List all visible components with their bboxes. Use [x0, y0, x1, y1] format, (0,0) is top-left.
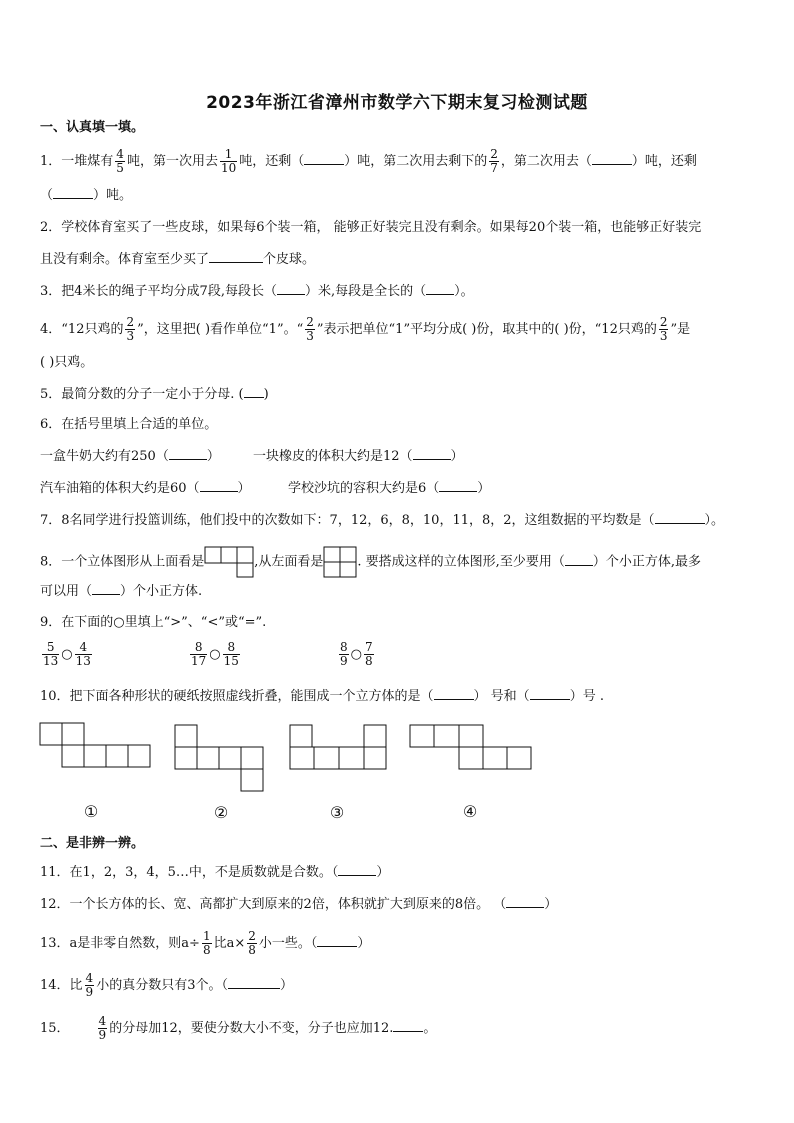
cube-net-4: [410, 725, 531, 769]
cube-net-2: [175, 725, 263, 791]
fraction: $\frac{2}{3}$: [306, 315, 314, 343]
question-4: 4．“12只鸡的 $\frac{2}{3}$ ”，这里把( )看作单位“1”。“ $\frac{2}{3}$ ”表示把单位“1”平均分成( )份，取其中的( )份，“12只鸡的 $\frac{2}{3}$ ”是: [40, 315, 691, 343]
answer-blank[interactable]: [393, 1019, 423, 1032]
answer-blank[interactable]: [439, 479, 477, 492]
cube-net-1: [40, 723, 150, 767]
fraction: $\frac{4}{9}$: [98, 1014, 107, 1042]
answer-blank[interactable]: [592, 152, 632, 165]
question-8-cont: 可以用（ ）个小正方体.: [40, 584, 203, 599]
cube-net-3: [290, 725, 386, 769]
fraction: $\frac{2}{3}$: [126, 315, 135, 343]
compare-circle[interactable]: ○: [350, 647, 362, 662]
fraction: $\frac{1}{10}$: [220, 147, 237, 175]
section-1-heading: 一、认真填一填。: [40, 120, 145, 135]
question-6: 6．在括号里填上合适的单位。: [40, 417, 218, 432]
answer-blank[interactable]: [565, 553, 593, 566]
answer-blank[interactable]: [304, 152, 344, 165]
compare-circle[interactable]: ○: [61, 647, 73, 662]
comparison-2: $\frac{8}{17}$ ○ $\frac{8}{15}$: [191, 640, 239, 668]
comparison-1: $\frac{5}{13}$ ○ $\frac{4}{13}$: [43, 640, 91, 668]
answer-blank[interactable]: [338, 863, 376, 876]
net-label-4: ④: [462, 802, 478, 821]
question-6-row2-right: 学校沙坑的容积大约是6（ ）: [288, 481, 491, 496]
fraction: $\frac{2}{3}$: [659, 315, 668, 343]
question-1-cont: （ ）吨。: [40, 188, 133, 203]
question-6-row2-left: 汽车油箱的体积大约是60（ ）: [40, 481, 251, 496]
question-7: 7．8名同学进行投篮训练，他们投中的次数如下：7，12，6，8，10，11，8，2，这组数据的平均数是（ ）。: [40, 513, 725, 528]
comparison-3: $\frac{8}{9}$ ○ $\frac{7}{8}$: [340, 640, 373, 668]
question-12: 12．一个长方体的长、宽、高都扩大到原来的2倍，体积就扩大到原来的8倍。 （ ）: [40, 897, 558, 912]
question-2-cont: 且没有剩余。体育室至少买了 个皮球。: [40, 252, 316, 267]
compare-circle[interactable]: ○: [209, 647, 221, 662]
fraction: $\frac{1}{8}$: [202, 929, 211, 957]
answer-blank[interactable]: [434, 687, 474, 700]
question-9: 9．在下面的○里填上“>”、“<”或“=”.: [40, 615, 267, 630]
answer-blank[interactable]: [530, 687, 570, 700]
question-6-row1-right: 一块橡皮的体积大约是12（ ）: [253, 449, 464, 464]
answer-blank[interactable]: [200, 479, 238, 492]
answer-blank[interactable]: [209, 250, 263, 263]
answer-blank[interactable]: [92, 582, 120, 595]
answer-blank[interactable]: [53, 186, 93, 199]
net-label-1: ①: [83, 802, 99, 821]
question-6-row1-left: 一盒牛奶大约有250（ ）: [40, 449, 220, 464]
cube-nets-figure: [30, 718, 550, 798]
net-label-2: ②: [213, 803, 229, 822]
question-1: 1．一堆煤有 $\frac{4}{5}$ 吨，第一次用去 $\frac{1}{10}$ 吨，还剩（ ）吨，第二次用去剩下的 $\frac{2}{7}$ ，第二次用去（ ）吨，还剩: [40, 147, 697, 175]
answer-blank[interactable]: [317, 934, 357, 947]
question-4-cont: ( )只鸡。: [40, 355, 94, 370]
left-view-figure: [323, 546, 357, 578]
fraction: $\frac{2}{8}$: [248, 929, 256, 957]
answer-blank[interactable]: [506, 895, 544, 908]
answer-blank[interactable]: [228, 976, 280, 989]
answer-blank[interactable]: [244, 385, 264, 398]
top-view-figure: [204, 546, 254, 578]
section-2-heading: 二、是非辨一辨。: [40, 836, 145, 851]
answer-blank[interactable]: [426, 282, 454, 295]
question-8: 8．一个立体图形从上面看是 ,从左面看是 . 要搭成这样的立体图形,至少要用（ ）个小正方体,最多: [40, 546, 701, 578]
question-13: 13．a是非零自然数，则a÷ $\frac{1}{8}$ 比a× $\frac{2}{8}$ 小一些。（ ）: [40, 929, 371, 957]
question-3: 3．把4米长的绳子平均分成7段,每段长（ ）米,每段是全长的（ ）。: [40, 284, 474, 299]
question-10: 10．把下面各种形状的硬纸按照虚线折叠，能围成一个立方体的是（ ） 号和（ ）号 .: [40, 689, 604, 704]
net-label-3: ③: [329, 803, 345, 822]
answer-blank[interactable]: [413, 447, 451, 460]
question-5: 5．最简分数的分子一定小于分母. ( ): [40, 387, 269, 402]
answer-blank[interactable]: [169, 447, 207, 460]
page-title: 2023年浙江省漳州市数学六下期末复习检测试题: [206, 93, 588, 113]
question-2: 2．学校体育室买了一些皮球，如果每6个装一箱， 能够正好装完且没有剩余。如果每20个装一箱，也能够正好装完: [40, 220, 702, 235]
answer-blank[interactable]: [277, 282, 305, 295]
answer-blank[interactable]: [655, 511, 705, 524]
fraction: $\frac{4}{9}$: [85, 971, 94, 999]
fraction: $\frac{2}{7}$: [490, 147, 498, 175]
question-15: 15． $\frac{4}{9}$ 的分母加12，要使分数大小不变，分子也应加12. 。: [40, 1014, 437, 1042]
fraction: $\frac{4}{5}$: [116, 147, 124, 175]
question-11: 11．在1，2，3，4，5…中，不是质数就是合数。（ ）: [40, 865, 390, 880]
question-14: 14．比 $\frac{4}{9}$ 小的真分数只有3个。（ ）: [40, 971, 293, 999]
